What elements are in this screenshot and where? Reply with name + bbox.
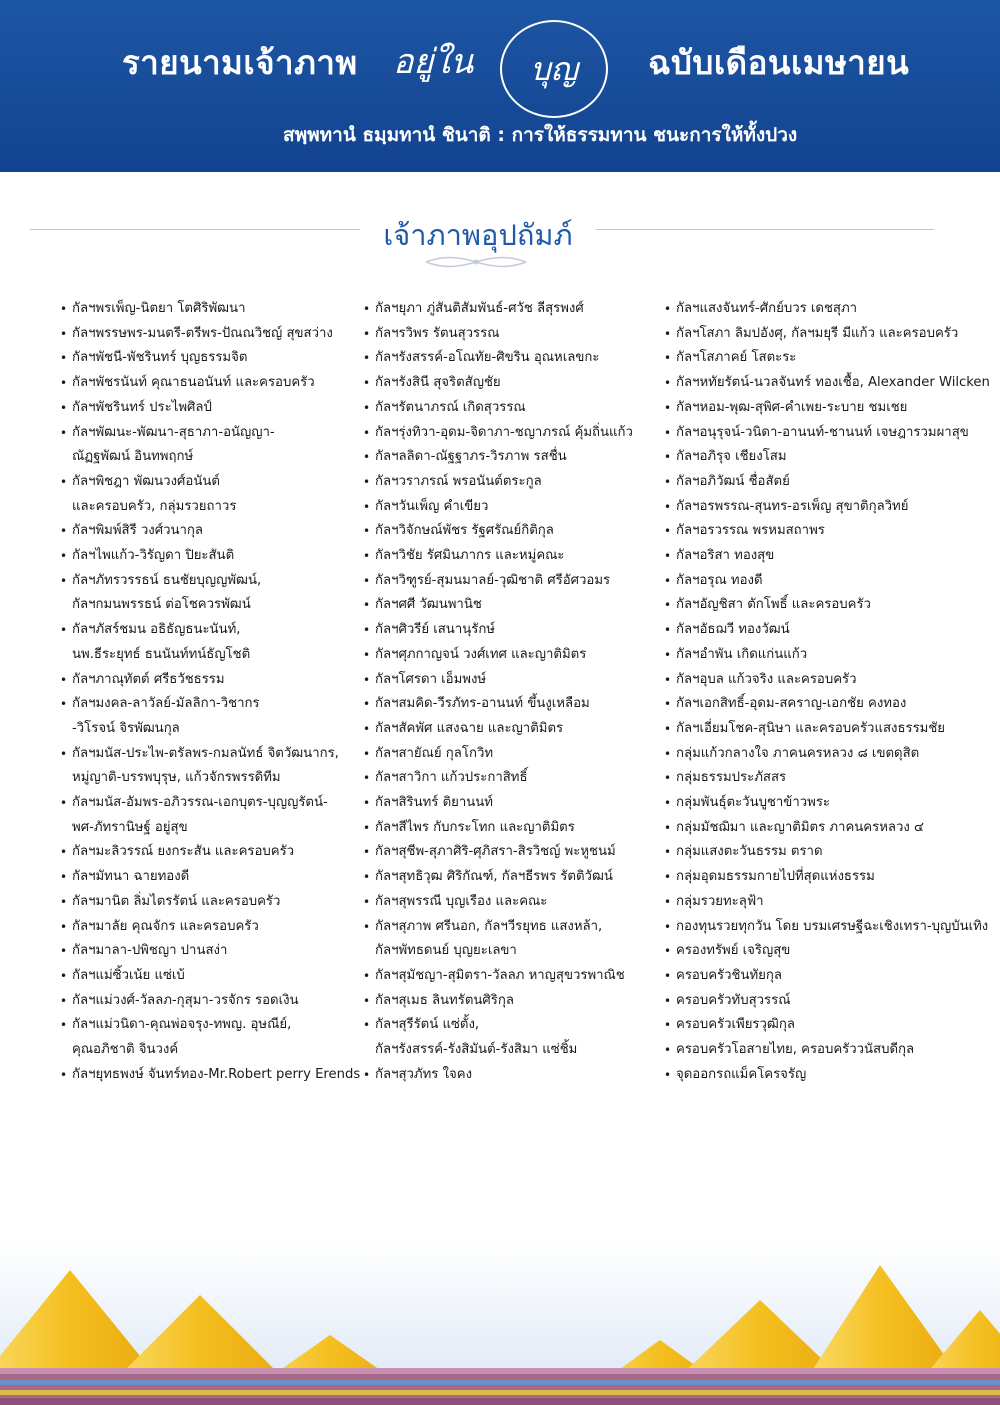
sponsor-name-line: -วิโรจน์ จิรพัฒนกุล <box>72 720 180 736</box>
sponsor-name-line: กัลฯเอกสิทธิ์-อุดม-สคราญ-เอกชัย คงทอง <box>676 696 907 712</box>
sponsor-name-line: กัลฯยุภา ภู่สันติสัมพันธ์-ศวัช ลีสุรพงศ์ <box>375 301 584 316</box>
sponsor-name-line: ครอบครัวเพียรวุฒิกุล <box>676 1017 795 1033</box>
sponsor-name-line: กัลฯพรเพ็ญ-นิตยา โตศิริพัฒนา <box>72 301 246 316</box>
sponsor-name-line: กัลฯสิรินทร์ ติยานนท์ <box>375 795 494 811</box>
sponsor-name-line: กัลฯมนัส-อัมพร-อภิวรรณ-เอกบุตร-บุญญรัตน์- <box>72 795 328 811</box>
sponsor-item <box>363 643 663 668</box>
sponsor-item <box>664 816 964 841</box>
sponsor-name-line: กัลฯสุรีรัตน์ แซ่ตั้ง, <box>375 1017 480 1033</box>
sponsor-name-line: กัลฯสมคิด-วีรภัทร-อานนท์ ขึ้นงูเหลือม <box>375 696 590 712</box>
sponsor-item <box>363 915 663 964</box>
sponsor-name-line: กัลฯพัชรนันท์ คุณาธนอนันท์ และครอบครัว <box>72 375 315 391</box>
sponsor-item <box>363 396 663 421</box>
sponsor-item <box>60 371 358 396</box>
sponsor-name-line: กลุ่มอุดมธรรมกายไปที่สุดแห่งธรรม <box>676 869 875 885</box>
sponsor-name-line: กัลฯโสภาคย์ โสตะระ <box>676 350 797 366</box>
sponsor-item <box>60 569 358 618</box>
sponsor-item <box>664 717 964 742</box>
sponsor-item <box>664 643 964 668</box>
sponsor-item <box>363 346 663 371</box>
sponsor-name-line: กัลฯพิชฎา พัฒนวงศ์อนันต์ <box>72 473 220 489</box>
sponsor-item <box>363 1063 663 1088</box>
sponsor-item <box>664 668 964 693</box>
sponsor-name-line: กัลฯรังสรรค์-อโณทัย-ศิขริน อุณหเลขกะ <box>375 350 600 366</box>
sponsor-name-line: กัลฯอรวรรณ พรหมสถาพร <box>676 523 825 539</box>
sponsor-name-line: ครอบครัวทับสุวรรณ์ <box>676 992 791 1008</box>
sponsor-name-line: กัลฯอภิรุจ เชียงโสม <box>676 449 787 465</box>
sponsor-name-line: กัลฯสีไพร กับกระโทก และญาติมิตร <box>375 819 575 835</box>
sponsor-column-2 <box>363 297 663 1088</box>
sponsor-item <box>664 766 964 791</box>
sponsor-name-line: กัลฯอำพัน เกิดแก่นแก้ว <box>676 646 808 662</box>
sponsor-column-3 <box>664 297 990 1088</box>
sponsor-item <box>60 1063 361 1088</box>
section-title: เจ้าภาพอุปถัมภ์ <box>383 218 573 252</box>
sponsor-name-line: กัลฯสาวิกา แก้วประกาสิทธิ์ <box>375 770 528 786</box>
sponsor-name-line: กัลฯกมนพรรธน์ ต่อโชควรพัฒน์ <box>72 597 251 613</box>
sponsor-name-line: กลุ่มพันธุ์ตะวันบูชาข้าวพระ <box>676 795 830 811</box>
sponsor-name-line: กัลฯสุภาพ ศรีนอก, กัลฯวีรยุทธ แสงหล้า, <box>375 918 603 934</box>
sponsor-name-line: กัลฯอรพรรณ-สุนทร-อรเพ็ญ สุขาติกุลวิทย์ <box>676 498 909 514</box>
sponsor-name-line: กัลฯศศี วัฒนพานิช <box>375 597 482 613</box>
sponsor-item <box>60 346 358 371</box>
sponsor-name-line: กัลฯมนัส-ประไพ-ตรัลพร-กมลนัทธ์ จิตวัฒนากร, <box>72 745 339 761</box>
sponsor-item <box>664 297 964 322</box>
sponsor-name-line: กลุ่มรวยทะลุฟ้า <box>676 893 764 909</box>
sponsor-item <box>60 989 358 1014</box>
sponsor-name-line: กัลฯมะลิวรรณ์ ยงกระสัน และครอบครัว <box>72 844 295 860</box>
sponsor-name-line: กัลฯยุทธพงษ์ จันทร์ทอง-Mr.Robert perry Erends <box>72 1066 361 1082</box>
sponsor-name-line: กัลฯรังสรรค์-รังสิมันต์-รังสิมา แซ่ชิ้ม <box>375 1042 578 1058</box>
issue-title: ฉบับเดือนเมษายน <box>648 43 910 82</box>
sponsor-item <box>363 618 663 643</box>
sponsor-name-line: ครองทรัพย์ เจริญสุข <box>676 943 791 959</box>
sponsor-name-line: กัลฯโศรดา เอ็มพงษ์ <box>375 671 487 687</box>
sponsor-name-line: กัลฯแม่ซิ้วเน้ย แซ่เบ้ <box>72 967 185 983</box>
sponsor-item <box>664 618 964 643</box>
sponsor-name-line: นพ.ธีระยุทธ์ ธนนันท์ทน์ธัญโชติ <box>72 646 251 662</box>
sponsor-item <box>60 396 358 421</box>
sponsor-item <box>363 371 663 396</box>
sponsor-item <box>60 297 358 322</box>
sponsor-item <box>60 544 358 569</box>
sponsor-item <box>363 692 663 717</box>
sponsor-item <box>60 470 358 519</box>
sponsor-item <box>60 322 358 347</box>
sponsor-name-line: กัลฯรวิพร รัตนสุวรรณ <box>375 325 500 341</box>
sponsor-item <box>664 865 964 890</box>
sponsor-name-line: กัลฯอัธฌวี ทองวัฒน์ <box>676 622 790 638</box>
sponsor-item <box>363 890 663 915</box>
sponsor-name-line: กัลฯสุมัชญา-สุมิตรา-วัลลภ หาญสุขวรพาณิช <box>375 967 625 983</box>
sponsor-column-1 <box>60 297 361 1088</box>
sponsor-name-line: กัลฯหอม-พุฒ-สุพิศ-คำเพย-ระบาย ชมเชย <box>676 399 908 415</box>
footer-pagoda-art <box>0 1240 1000 1405</box>
sponsor-name-line: กัลฯลลิดา-ณัฐฐาภร-วิรภาพ รสชื่น <box>375 449 567 465</box>
sponsor-name-line: กัลฯแสงจันทร์-ศักย์บวร เดชสุภา <box>676 301 858 316</box>
sponsor-item <box>60 519 358 544</box>
logo-word-1: อยู่ใน <box>393 42 474 82</box>
sponsor-item <box>60 668 358 693</box>
sponsor-name-line: กัลฯศิวรีย์ เสนานุรักษ์ <box>375 622 496 638</box>
sponsor-item <box>664 445 964 470</box>
sponsor-item <box>363 470 663 495</box>
sponsor-name-line: กัลฯภัทรวรรธน์ ธนชัยบุญญพัฒน์, <box>72 572 262 588</box>
sponsor-name-line: หมู่ญาติ-บรรพบุรุษ, แก้วจักรพรรดิทีม <box>72 770 281 786</box>
sponsor-name-line: กลุ่มแสงตะวันธรรม ตราด <box>676 844 823 860</box>
sponsor-name-line: กัลฯมงคล-ลาวัลย์-มัลลิกา-วิชากร <box>72 696 260 712</box>
sponsor-name-line: กัลฯสุทธิวุฒ ศิริกัณฑ์, กัลฯธีรพร รัตติวัฒน์ <box>375 869 613 885</box>
sponsor-item <box>363 297 663 322</box>
sponsor-name-line: กัลฯพัทธดนย์ บุญยะเลขา <box>375 943 517 959</box>
sponsor-item <box>664 371 990 396</box>
header-banner <box>0 0 1000 172</box>
sponsor-item <box>664 421 969 446</box>
sponsor-item <box>363 519 663 544</box>
sponsor-item <box>664 989 964 1014</box>
sponsor-name-line: กัลฯวันเพ็ญ คำเขียว <box>375 498 489 514</box>
sponsor-item <box>664 742 964 767</box>
sponsor-name-line: กองทุนรวยทุกวัน โดย บรมเศรษฐีฉะเชิงเทรา-บุญบันเทิง <box>676 918 989 934</box>
sponsor-item <box>664 840 964 865</box>
sponsor-name-line: พศ-ภัทรานิษฐ์ อยู่สุข <box>72 819 188 835</box>
sponsor-item <box>60 915 358 940</box>
sponsor-name-line: ครอบครัวชินทัยกุล <box>676 967 782 983</box>
sponsor-name-line: กัลฯมัทนา ฉายทองดี <box>72 869 190 885</box>
sponsor-item <box>664 939 964 964</box>
sponsor-item <box>664 1038 964 1063</box>
sponsor-name-line: และครอบครัว, กลุ่มรวยถาวร <box>72 498 237 514</box>
sponsor-name-line: กัลฯภาณุทัตต์ ศรีธวัชธรรม <box>72 671 225 687</box>
sponsor-name-line: กัลฯรัตนาภรณ์ เกิดสุวรรณ <box>375 399 526 415</box>
sponsor-item <box>664 396 964 421</box>
sponsor-name-line: กัลฯสุพรรณี บุญเรือง และคณะ <box>375 893 548 909</box>
sponsor-name-line: กัลฯมานิต ลิ่มไตรรัตน์ และครอบครัว <box>72 893 281 909</box>
sponsor-name-line: กัลฯสุชีพ-สุภาศิริ-ศุภิสรา-สิรวิชญ์ พะหูชนม์ <box>375 844 616 860</box>
sponsor-name-line: กัลฯไพแก้ว-วิรัญดา ปิยะสันติ <box>72 548 235 564</box>
sponsor-item <box>664 346 964 371</box>
logo-circle <box>500 20 608 118</box>
sponsor-item <box>363 791 663 816</box>
ornament-icon <box>422 256 530 268</box>
sponsor-name-line: กัลฯรังสินี สุจริตสัญชัย <box>375 375 501 391</box>
sponsor-name-line: คุณอภิชาติ จินวงค์ <box>72 1042 179 1058</box>
sponsor-item <box>664 964 964 989</box>
sponsor-name-line: ณัฏฐพัฒน์ อินทพฤกษ์ <box>72 449 194 465</box>
sponsor-item <box>664 791 964 816</box>
logo-word-2: บุญ <box>530 50 578 88</box>
sponsor-item <box>363 322 663 347</box>
sponsor-item <box>664 322 964 347</box>
sponsor-item <box>363 445 663 470</box>
header-subtitle: สพฺพทานํ ธมฺมทานํ ชินาติ : การให้ธรรมทาน ชนะการให้ทั้งปวง <box>283 124 798 146</box>
sponsor-name-line: กัลฯแม่วนิดา-คุณพ่อจรุง-ทพญ. อุษณีย์, <box>72 1017 292 1033</box>
sponsor-item <box>363 569 663 594</box>
sponsor-name-line: กลุ่มมัชฌิมา และญาติมิตร ภาคนครหลวง ๔ <box>676 819 924 835</box>
sponsor-item <box>363 1013 663 1062</box>
sponsor-item <box>60 791 358 840</box>
sponsor-item <box>363 840 663 865</box>
sponsor-name-line: กลุ่มแก้วกลางใจ ภาคนครหลวง ๘ เขตดุสิต <box>676 745 920 761</box>
sponsor-name-line: กัลฯอุบล แก้วจริง และครอบครัว <box>676 671 857 687</box>
sponsor-name-line: กัลฯอรุณ ทองดี <box>676 572 763 588</box>
sponsor-name-line: กัลฯพัชรินทร์ ประไพศิลป์ <box>72 399 212 415</box>
sponsor-item <box>60 840 358 865</box>
sponsor-item <box>363 593 663 618</box>
sponsor-name-line: กัลฯศุภกาญจน์ วงศ์เทศ และญาติมิตร <box>375 646 587 662</box>
sponsor-name-line: กัลฯมาลัย คุณจักร และครอบครัว <box>72 918 259 934</box>
sponsor-item <box>60 939 358 964</box>
sponsor-name-line: กัลฯพัชนี-พัชรินทร์ บุญธรรมจิต <box>72 350 248 366</box>
header-title: รายนามเจ้าภาพ <box>122 43 358 82</box>
sponsor-item <box>60 421 358 470</box>
sponsor-name-line: กัลฯอริสา ทองสุข <box>676 548 775 564</box>
sponsor-name-line: กัลฯสายัณย์ กุลโกวิท <box>375 745 494 761</box>
sponsor-name-line: กัลฯรุ่งทิวา-อุดม-จิดาภา-ชญาภรณ์ คุ้มถิ่นแก้ว <box>375 424 633 440</box>
sponsor-item <box>363 989 663 1014</box>
sponsor-name-line: กัลฯวิชัย รัศมินภากร และหมู่คณะ <box>375 548 565 564</box>
sponsor-name-line: กัลฯสุวภัทร ใจคง <box>375 1066 473 1082</box>
sponsor-item <box>363 668 663 693</box>
sponsor-item <box>664 519 964 544</box>
sponsor-name-line: กัลฯโสภา ลิมปอังศุ, กัลฯมยุรี มีแก้ว และครอบครัว <box>676 325 959 341</box>
sponsor-item <box>363 865 663 890</box>
sponsor-item <box>664 593 964 618</box>
sponsor-item <box>363 742 663 767</box>
sponsor-item <box>60 742 358 791</box>
sponsor-item <box>363 766 663 791</box>
sponsor-name-line: กัลฯวราภรณ์ พรอนันต์ตระกูล <box>375 473 542 489</box>
sponsor-item <box>363 717 663 742</box>
sponsor-name-line: ครอบครัวโอสายไทย, ครอบครัววนัสบดีกุล <box>676 1042 915 1058</box>
sponsor-name-line: กัลฯหทัยรัตน์-นวลจันทร์ ทองเชื้อ, Alexander Wilcken <box>676 375 990 391</box>
sponsor-name-line: กัลฯอภิวัฒน์ ชื่อสัตย์ <box>676 473 790 489</box>
sponsor-item <box>363 816 663 841</box>
sponsor-name-line: กัลฯอนุรุจน์-วนิดา-อานนท์-ชานนท์ เจษฎารวมผาสุข <box>676 424 969 440</box>
sponsor-name-line: กัลฯวิจักษณ์พัชร รัฐศรัณย์กิติกุล <box>375 523 554 539</box>
sponsor-name-line: กลุ่มธรรมประภัสสร <box>676 770 787 786</box>
sponsor-item <box>363 421 663 446</box>
sponsor-item <box>60 618 358 667</box>
sponsor-item <box>664 544 964 569</box>
sponsor-name-line: กัลฯพิมพ์สิรี วงศ์วนากุล <box>72 523 203 539</box>
sponsor-name-line: กัลฯพัฒนะ-พัฒนา-สุธาภา-อนัญญา- <box>72 424 275 440</box>
sponsor-item <box>664 890 964 915</box>
sponsor-name-line: กัลฯภัสร์ชมน อธิธัญธนะนันท์, <box>72 622 241 638</box>
sponsor-name-line: กัลฯมาลา-ปพิชญา ปานสง่า <box>72 943 228 959</box>
sponsor-item <box>664 495 964 520</box>
sponsor-item <box>363 495 663 520</box>
sponsor-item <box>60 692 358 741</box>
sponsor-item <box>664 1063 964 1088</box>
sponsor-item <box>60 890 358 915</box>
sponsor-item <box>60 865 358 890</box>
sponsor-name-line: กัลฯแม่วงศ์-วัลลภ-กุสุมา-วรจักร รอดเงิน <box>72 992 299 1008</box>
divider-left <box>30 229 360 230</box>
sponsor-item <box>664 569 964 594</box>
sponsor-item <box>664 915 989 940</box>
sponsor-item <box>60 1013 358 1062</box>
sponsor-name-line: กัลฯพรรษพร-มนตรี-ตรีพร-ปัณณวิชญ์ สุขสว่าง <box>72 325 333 341</box>
sponsor-name-line: จุดออกรถแม็คโครจรัญ <box>676 1066 807 1082</box>
sponsor-name-line: กัลฯสัคพัศ แสงฉาย และญาติมิตร <box>375 720 564 736</box>
sponsor-name-line: กัลฯเอี่ยมโชค-สุนิษา และครอบครัวแสงธรรมชัย <box>676 720 946 736</box>
sponsor-item <box>664 470 964 495</box>
sponsor-item <box>60 964 358 989</box>
sponsor-item <box>363 964 663 989</box>
sponsor-name-line: กัลฯอัญชิสา ตักโพธิ์ และครอบครัว <box>676 597 871 613</box>
sponsor-name-line: กัลฯวิฑูรย์-สุมนมาลย์-วุฒิชาติ ศรีอัศวอมร <box>375 572 611 588</box>
magazine-logo <box>393 18 621 114</box>
sponsor-item <box>664 692 964 717</box>
divider-right <box>596 229 934 230</box>
sponsor-item <box>664 1013 964 1038</box>
sponsor-item <box>363 544 663 569</box>
sponsor-name-line: กัลฯสุเมธ ลินทรัตนศิริกุล <box>375 992 514 1008</box>
